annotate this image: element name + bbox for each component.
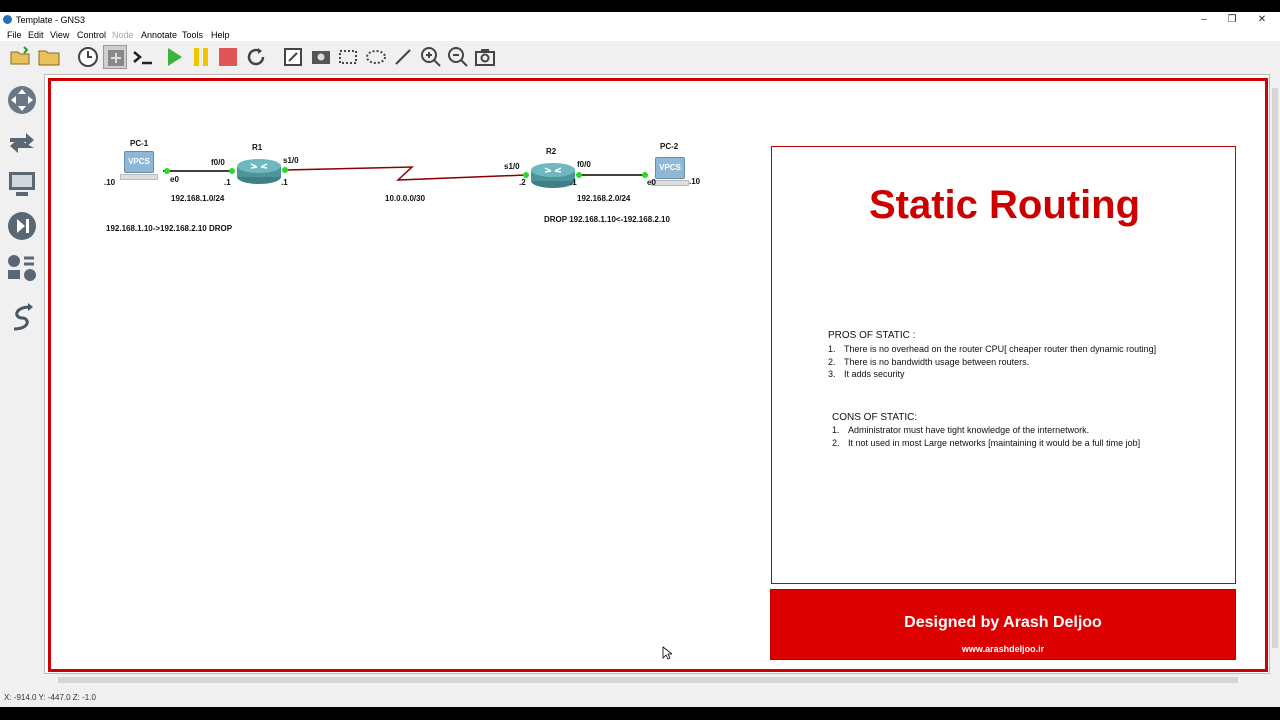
r2-label: R2	[546, 147, 557, 156]
pc1-base	[120, 174, 158, 180]
menu-node: Node	[112, 30, 134, 40]
r1-f0-label: f0/0	[211, 158, 225, 167]
designer-banner	[770, 589, 1236, 660]
r1-s1-label: s1/0	[283, 156, 299, 165]
pros-item: 1. There is no overhead on the router CPU[ cheaper router then dynamic routing]	[828, 344, 1157, 354]
pc2-ip-suffix: .10	[689, 177, 701, 186]
net-mid-label: 10.0.0.0/30	[385, 194, 426, 203]
pros-item: 2. There is no bandwidth usage between routers.	[828, 357, 1030, 367]
pros-item: 3. It adds security	[828, 369, 905, 379]
r1-f0-port-dot	[229, 168, 235, 174]
pc1-port-dot	[164, 168, 170, 174]
cons-heading: CONS OF STATIC:	[832, 412, 918, 423]
menu-tools[interactable]: Tools	[182, 30, 204, 40]
r1-s1-port-dot	[282, 167, 288, 173]
gns3-window	[0, 12, 1280, 707]
banner-url: www.arashdeljoo.ir	[961, 644, 1045, 654]
r2-s1-ip: .2	[519, 178, 526, 187]
pc1-ip-suffix: .10	[104, 178, 116, 187]
pc2-port-dot	[642, 172, 648, 178]
r2-s1-port-dot	[523, 172, 529, 178]
cursor-coordinates: X: -914.0 Y: -447.0 Z: -1.0	[4, 693, 96, 702]
pc2-vpcs-screen: VPCS	[655, 157, 685, 179]
router-icon	[236, 157, 282, 185]
r2-f0-port-dot	[576, 172, 582, 178]
r2-f0-ip: .1	[570, 178, 577, 187]
net-right-label: 192.168.2.0/24	[577, 194, 631, 203]
r2-f0-label: f0/0	[577, 160, 591, 169]
pc1-iface: e0	[170, 175, 179, 184]
panel-title: Static Routing	[868, 183, 1141, 227]
pc2-label: PC-2	[660, 142, 679, 151]
menu-edit[interactable]: Edit	[28, 30, 44, 40]
cons-item: 2. It not used in most Large networks [maintaining it would be a full time job]	[832, 438, 1141, 448]
link-r1-r2-serial	[285, 167, 526, 180]
horizontal-scrollbar[interactable]	[44, 675, 1270, 685]
cons-item: 1. Administrator must have tight knowledge of the internetwork.	[832, 425, 1090, 435]
pc1-label: PC-1	[130, 139, 149, 148]
pc2-iface: e0	[647, 178, 656, 187]
window-title: Template - GNS3	[16, 15, 86, 25]
mouse-cursor-icon	[662, 646, 672, 660]
vertical-scrollbar[interactable]	[1270, 74, 1280, 674]
menu-annotate[interactable]: Annotate	[141, 30, 178, 40]
r1-label: R1	[252, 143, 263, 152]
pros-heading: PROS OF STATIC :	[828, 330, 916, 341]
note-left: 192.168.1.10->192.168.2.10 DROP	[106, 224, 233, 233]
vertical-scroll-thumb[interactable]	[1272, 88, 1278, 648]
close-button[interactable]: ✕	[1257, 14, 1267, 25]
pc1-vpcs-screen: VPCS	[124, 151, 154, 173]
banner-title: Designed by Arash Deljoo	[904, 614, 1102, 631]
r1-node[interactable]	[236, 157, 282, 190]
minimize-button[interactable]: –	[1201, 14, 1207, 25]
r1-f0-ip: .1	[224, 178, 231, 187]
note-right: DROP 192.168.1.10<-192.168.2.10	[544, 215, 670, 224]
menu-file[interactable]: File	[7, 30, 22, 40]
menu-view[interactable]: View	[50, 30, 70, 40]
r2-s1-label: s1/0	[504, 162, 520, 171]
pc2-base	[651, 180, 689, 186]
status-bar	[0, 687, 1280, 707]
info-panel	[771, 146, 1236, 584]
horizontal-scroll-thumb[interactable]	[58, 677, 1238, 683]
net-left-label: 192.168.1.0/24	[171, 194, 225, 203]
menu-help[interactable]: Help	[211, 30, 230, 40]
menu-control[interactable]: Control	[77, 30, 107, 40]
r1-s1-ip: .1	[281, 178, 288, 187]
restore-button[interactable]: ❐	[1227, 14, 1237, 25]
